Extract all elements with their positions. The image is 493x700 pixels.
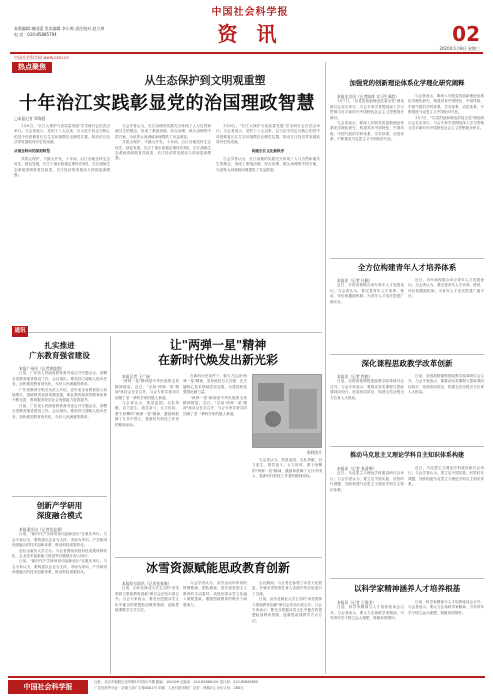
column-divider bbox=[325, 62, 326, 674]
lead-headline: 十年治江实践彰显党的治国理政智慧 bbox=[19, 93, 315, 114]
right-article-1-paragraph: 与会者表示，要深入开展党的创新理论体系化学理化研究，构建具有中国特色、中国风格、中国气派的学科体系、学术体系、话语体系，不断推进马克思主义中国化时代化。 bbox=[408, 94, 484, 115]
right-article-2-col-1 bbox=[330, 278, 404, 352]
date-line: 2020年1月8日 星期三 bbox=[439, 46, 480, 51]
right-article-2-byline: 本报讯（记者 任颖） bbox=[337, 278, 373, 283]
right-article-3-paragraph: 日前，全国高校课程思政教学改革研讨会召开。与会专家表示，要推动各类课程与思政课同向同行，形成协同效应，构建全员全程全方位育人大格局。 bbox=[408, 374, 484, 395]
middle-article-2-col-1 bbox=[115, 581, 179, 673]
right-article-4-paragraph: 近日，马克思主义理论学科建设研讨会举行。与会学者认为，要立足中国实践，回答时代课题，加快构建马克思主义理论学科自主知识体系。 bbox=[330, 471, 404, 492]
middle-article-1-col-3 bbox=[252, 458, 322, 554]
footer-line-2: 广告经营许可证：京朝工商广字第0081号 印刷：人民日报印刷厂 定价：每期2元 全年订价：288元 bbox=[94, 686, 244, 690]
right-article-2-col-2 bbox=[408, 278, 484, 352]
phone-line: 电 话：010-85885794 bbox=[14, 32, 57, 37]
middle-article-1-paragraph: "两弹一星"精神是中华民族的宝贵精神财富。近日，"弘扬'两弹一星'精神"座谈会在京召开，与会专家学者共同回顾了老一辈科学家的感人事迹。 bbox=[115, 379, 179, 400]
right-article-4-col-1 bbox=[330, 466, 404, 540]
middle-article-2-paragraph: 日前，由东北林业大学主办的"冰雪资源与思政教育创新"研讨会在哈尔滨召开。与会专家表示，要充分挖掘冰雪文化中蕴含的思想政治教育资源，创新思政课教学方式方法。 bbox=[252, 597, 322, 623]
right-article-1-paragraph: 1月7日，"以党的创新理论武装全党"理论研讨会在京举行。与会专家学者围绕深入学习贯彻习近平新时代中国特色社会主义思想展开研讨。 bbox=[330, 99, 404, 120]
right-article-5-paragraph: 日前，科学家精神与人才培养座谈会召开。与会者表示，要大力弘扬科学家精神，引导青年学子树立远大理想，厚植家国情怀。 bbox=[330, 605, 404, 621]
right-article-3-byline: 本报讯（记者 程晓） bbox=[337, 374, 373, 379]
paper-title: 中国社会科学报 bbox=[211, 7, 289, 18]
left-article-1-paragraph: 日前，广东省人民政府教育督导室召开专题会议，部署全省教育强省建设工作。会议指出，要坚持立德树人根本任务，加快推进教育现代化，办好人民满意的教育。 bbox=[12, 371, 107, 387]
left-article-2-paragraph: 论坛由重庆大学主办。与会者围绕高校科技成果转移转化、企业技术创新能力建设等议题展开深入研讨。 bbox=[12, 548, 107, 559]
middle-article-1-paragraph: 与会者认为，热爱祖国、无私奉献，自力更生、艰苦奋斗，大力协同、勇于登攀的"两弹一星"精神，激励和鼓舞了几代中国人，是新时代科技工作者的精神坐标。 bbox=[252, 458, 322, 479]
right-article-1-byline: 本报北京讯（记者陈炼 实习生周韵） bbox=[337, 94, 399, 99]
website-bar: 中国社会科学网 www.cssn.cn bbox=[14, 55, 69, 60]
middle-article-1-title: 让"两弹一星"精神 在新时代焕发出新光彩 bbox=[157, 338, 278, 367]
left-article-2-byline: 本报重庆讯（记者张益强） bbox=[19, 527, 65, 532]
right-divider bbox=[330, 446, 484, 447]
right-article-4-col-2 bbox=[408, 466, 484, 540]
right-article-1-title: 加强党的创新理论体系化学理化研究阐释 bbox=[349, 79, 465, 87]
lead-column-3 bbox=[216, 124, 320, 334]
photo-caption: 资料图片 bbox=[306, 450, 322, 455]
middle-article-2-title: 冰雪资源赋能思政教育创新 bbox=[145, 561, 290, 575]
middle-article-2-col-3 bbox=[252, 581, 322, 673]
middle-article-2-paragraph: 会议期间，与会者还参观了冰雪文化展览，并就冰雪资源在育人实践中的应用进行了交流。 bbox=[252, 581, 322, 596]
right-article-1-col-2 bbox=[408, 94, 484, 256]
middle-article-1-paragraph: 与会者认为，热爱祖国、无私奉献，自力更生、艰苦奋斗，大力协同、勇于登攀的"两弹一星"精神，激励和鼓舞了几代中国人，是新时代科技工作者的精神坐标。 bbox=[115, 401, 179, 427]
right-article-5-byline: 本报讯（记者 王俊美） bbox=[337, 600, 377, 605]
right-article-2-title: 全方位构建青年人才培养体系 bbox=[357, 263, 457, 272]
left-column-divider bbox=[110, 336, 111, 674]
right-article-4-title: 推动马克思主义理论学科自主知识体系构建 bbox=[349, 452, 464, 459]
right-article-3-col-2 bbox=[408, 374, 484, 444]
left-article-1-paragraph: 日前，广东省人民政府教育督导室召开专题会议，部署全省教育强省建设工作。会议指出，要坚持立德树人根本任务，加快推进教育现代化，办好人民满意的教育。 bbox=[12, 403, 107, 419]
left-divider bbox=[12, 496, 107, 497]
lead-byline: □本报记者 郑海鸥 bbox=[14, 116, 46, 121]
lead-paragraph: 共抓大保护、不搞大开发。十年间，沿江各地坚持生态优先、绿色发展，长江干流水质稳定保持在Ⅱ类，长江流域生态系统得到恢复性改善，长江经济带发展动力得到显著增强。 bbox=[14, 157, 110, 178]
editor-line: 本版编辑 谢国梁 美术编辑 李小帅 责任校对 赵立坤 bbox=[14, 26, 105, 31]
left-article-2-title: 创新产学研用 深度融合模式 bbox=[36, 501, 83, 520]
left-article-2-paragraph: 日前，"新时代产学研用协同创新论坛"在重庆举行。与会专家认为，要构建以企业为主体、市场为导向、产学研用深度融合的技术创新体系，推动科技成果转化。 bbox=[12, 559, 107, 575]
right-article-3-title: 深化课程思政教学改革创新 bbox=[361, 359, 453, 368]
middle-divider bbox=[115, 557, 322, 558]
right-article-1-paragraph: 1月7日，"以党的创新理论武装全党"理论研讨会在京举行。与会专家学者围绕深入学习贯彻习近平新时代中国特色社会主义思想展开研讨。 bbox=[408, 115, 484, 131]
lead-paragraph: 1月8日，"长江大保护与高质量发展"学术研讨会在武汉举行。与会者表示，党的十八大以来，以习近平同志为核心的党中央把修复长江生态环境摆在压倒性位置，推动长江经济带发展取得历史性成就。 bbox=[14, 124, 110, 145]
middle-article-2-byline: 本报哈尔滨讯（记者张春海） bbox=[122, 581, 172, 586]
page-number: 02 bbox=[452, 22, 480, 46]
right-article-4-paragraph: 近日，马克思主义理论学科建设研讨会举行。与会学者认为，要立足中国实践，回答时代课题，加快构建马克思主义理论学科自主知识体系。 bbox=[408, 466, 484, 487]
news-tag: 通讯 bbox=[12, 326, 28, 337]
right-article-2-paragraph: 近日，多所高校联合举办青年人才发展论坛。与会者认为，要完善青年人才培养、使用、评价和激励机制，为青年人才成长搭建广阔平台。 bbox=[408, 278, 484, 299]
middle-article-1-col-1 bbox=[115, 374, 179, 554]
middle-article-2-paragraph: 与会学者认为，冰雪运动所体现的拼搏精神、团队精神，是开展爱国主义教育的生动素材。高校应将冰雪文化融入课程思政，增强思政教育的吸引力和感染力。 bbox=[183, 581, 247, 607]
middle-article-2-paragraph: 日前，由东北林业大学主办的"冰雪资源与思政教育创新"研讨会在哈尔滨召开。与会专家表示，要充分挖掘冰雪文化中蕴含的思想政治教育资源，创新思政课教学方式方法。 bbox=[115, 586, 179, 613]
photo-image bbox=[253, 375, 322, 448]
left-article-2-body bbox=[12, 527, 107, 673]
left-article-1-body bbox=[12, 366, 107, 494]
section-divider bbox=[12, 332, 322, 333]
right-article-4-byline: 本报讯（记者 张清俐） bbox=[337, 466, 377, 471]
lead-paragraph: 与会学者认为，长江治理的实践充分体现了人与自然和谐共生的理念，形成了系统治理、综合治理、源头治理的中国方案，为世界大河流域治理提供了有益借鉴。 bbox=[115, 124, 211, 139]
middle-article-1-paragraph: 在新的历史条件下，要大力弘扬"两弹一星"精神，坚持科技自立自强，在关键核心技术领域攻坚克难，为建设科技强国贡献力量。 bbox=[183, 374, 247, 395]
middle-article-1-byline: 本报记者 王广禄 bbox=[122, 374, 150, 379]
middle-article-1-col-2 bbox=[183, 374, 247, 554]
right-article-3-col-1 bbox=[330, 374, 404, 444]
footer-rule bbox=[8, 676, 485, 678]
left-article-1-title: 扎实推进 广东教育强省建设 bbox=[29, 341, 90, 360]
right-article-2-paragraph: 近日，多所高校联合举办青年人才发展论坛。与会者认为，要完善青年人才培养、使用、评价和激励机制，为青年人才成长搭建广阔平台。 bbox=[330, 283, 404, 304]
right-article-1-col-1 bbox=[330, 94, 404, 256]
lead-paragraph: 1月8日，"长江大保护与高质量发展"学术研讨会在武汉举行。与会者表示，党的十八大以来，以习近平同志为核心的党中央把修复长江生态环境摆在压倒性位置，推动长江经济带发展取得历史性成就。 bbox=[216, 124, 320, 145]
lead-subhead: 从理念转向的深刻转型 bbox=[14, 148, 50, 153]
lead-paragraph: 与会学者认为，长江治理的实践充分体现了人与自然和谐共生的理念，形成了系统治理、综合治理、源头治理的中国方案，为世界大河流域治理提供了有益借鉴。 bbox=[216, 157, 320, 172]
footer-line-1: 社址：北京市朝阳区光华路15号院1号楼 邮编：100026 总编室：010-85886100 发行部：010-85885800 bbox=[94, 680, 259, 684]
section-title: 资 讯 bbox=[217, 22, 283, 46]
right-article-5-paragraph: 日前，科学家精神与人才培养座谈会召开。与会者表示，要大力弘扬科学家精神，引导青年学子树立远大理想，厚植家国情怀。 bbox=[408, 600, 484, 615]
lead-paragraph: 共抓大保护、不搞大开发。十年间，沿江各地坚持生态优先、绿色发展，长江干流水质稳定保持在Ⅱ类，长江流域生态系统得到恢复性改善，长江经济带发展动力得到显著增强。 bbox=[115, 140, 211, 161]
section-tag: 热点聚焦 bbox=[12, 62, 52, 73]
right-divider bbox=[330, 578, 484, 579]
article-photo bbox=[252, 374, 322, 448]
right-divider bbox=[330, 258, 484, 259]
right-article-5-col-2 bbox=[408, 600, 484, 672]
lead-column-1 bbox=[14, 124, 110, 334]
footer-logo: 中国社会科学报 bbox=[8, 680, 88, 694]
lead-column-2 bbox=[115, 124, 211, 334]
right-article-5-title: 以科学家精神涵养人才培养根基 bbox=[353, 584, 461, 593]
left-article-1-byline: 本报广州讯（记者黄俊霞） bbox=[19, 366, 65, 371]
right-article-5-col-1 bbox=[330, 600, 404, 672]
left-article-1-paragraph: 广东省教育厅相关负责人介绍，近年来全省教育投入持续增长，基础教育优质均衡发展，职业教育和高等教育体系不断完善，教育服务经济社会发展能力显著提升。 bbox=[12, 387, 107, 403]
right-divider bbox=[330, 354, 484, 355]
middle-article-2-col-2 bbox=[183, 581, 247, 673]
lead-subhead: 构建长江文化新秩序 bbox=[251, 148, 285, 153]
middle-article-1-paragraph: "两弹一星"精神是中华民族的宝贵精神财富。近日，"弘扬'两弹一星'精神"座谈会在京召开，与会专家学者共同回顾了老一辈科学家的感人事迹。 bbox=[183, 395, 247, 416]
left-article-2-paragraph: 日前，"新时代产学研用协同创新论坛"在重庆举行。与会专家认为，要构建以企业为主体、市场为导向、产学研用深度融合的技术创新体系，推动科技成果转化。 bbox=[12, 532, 107, 548]
right-article-3-paragraph: 日前，全国高校课程思政教学改革研讨会召开。与会专家表示，要推动各类课程与思政课同向同行，形成协同效应，构建全员全程全方位育人大格局。 bbox=[330, 379, 404, 400]
header-rule bbox=[10, 52, 483, 54]
right-article-1-paragraph: 与会者表示，要深入开展党的创新理论体系化学理化研究，构建具有中国特色、中国风格、中国气派的学科体系、学术体系、话语体系，不断推进马克思主义中国化时代化。 bbox=[330, 121, 404, 142]
lead-kicker: 从生态保护到文明观重塑 bbox=[144, 74, 266, 87]
